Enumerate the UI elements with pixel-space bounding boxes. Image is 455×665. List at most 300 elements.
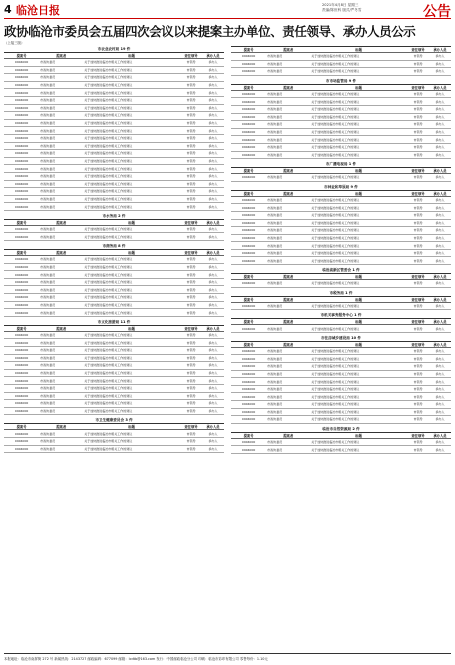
proposal-group (4, 319, 224, 416)
group-title: 市税务局 1 件 (329, 290, 353, 295)
column-header: 提案号 (4, 250, 39, 256)
cell-number: 0904000 (4, 188, 39, 196)
cell-number: 0904000 (4, 59, 39, 67)
cell-topic: 关于加快推进临沧市相关工作的建议 (83, 309, 180, 317)
cell-leader: 市领导 (180, 263, 202, 271)
cell-topic: 关于加快推进临沧市相关工作的建议 (83, 203, 180, 211)
cell-number: 0904000 (4, 180, 39, 188)
proposal-group (4, 213, 224, 241)
cell-handler: 承办人 (202, 369, 224, 377)
group-title: 市卫生健康委员会 3 件 (95, 418, 133, 423)
proposal-table (231, 167, 451, 182)
column-header: 责任领导 (407, 319, 429, 325)
table-row (4, 256, 224, 264)
cell-number: 0904000 (231, 143, 266, 151)
cell-handler: 承办人 (429, 128, 451, 136)
cell-number: 0904000 (231, 370, 266, 378)
table-row (231, 219, 451, 227)
cell-topic: 关于加快推进临沧市相关工作的建议 (310, 121, 407, 129)
table-row (231, 204, 451, 212)
cell-leader: 市领导 (180, 89, 202, 97)
cell-topic: 关于加快推进临沧市相关工作的建议 (83, 369, 180, 377)
table-row (4, 301, 224, 309)
table-row (231, 174, 451, 182)
column-header: 责任领导 (407, 84, 429, 90)
cell-leader: 市领导 (407, 393, 429, 401)
cell-number: 0904000 (231, 378, 266, 386)
cell-proposer: 市政协委员 (39, 309, 83, 317)
cell-number: 0904000 (231, 90, 266, 98)
cell-topic: 关于加快推进临沧市相关工作的建议 (83, 339, 180, 347)
cell-leader: 市领导 (180, 256, 202, 264)
cell-handler: 承办人 (202, 203, 224, 211)
cell-handler: 承办人 (429, 355, 451, 363)
cell-leader: 市领导 (407, 219, 429, 227)
table-row (231, 401, 451, 409)
cell-topic: 关于加快推进临沧市相关工作的建议 (310, 211, 407, 219)
cell-proposer: 市政协委员 (39, 119, 83, 127)
page-number: 4 (4, 3, 12, 16)
cell-proposer: 市政协委员 (266, 60, 310, 68)
cell-handler: 承办人 (202, 180, 224, 188)
cell-leader: 市领导 (407, 98, 429, 106)
cell-leader: 市领导 (180, 134, 202, 142)
group-title: 市水务局 2 件 (102, 213, 126, 218)
cell-proposer: 市政协委员 (266, 249, 310, 257)
table-row (4, 437, 224, 445)
table-row (231, 90, 451, 98)
table-row (231, 385, 451, 393)
cell-topic: 关于加快推进临沧市相关工作的建议 (83, 142, 180, 150)
cell-topic: 关于加快推进临沧市相关工作的建议 (83, 354, 180, 362)
column-header: 提案号 (231, 168, 266, 174)
cell-number: 0904000 (4, 203, 39, 211)
cell-proposer: 市政协委员 (39, 278, 83, 286)
cell-leader: 市领导 (407, 174, 429, 182)
table-row (4, 104, 224, 112)
cell-leader: 市领导 (180, 339, 202, 347)
cell-handler: 承办人 (429, 113, 451, 121)
column-header: 标题 (83, 250, 180, 256)
cell-number: 0904000 (4, 96, 39, 104)
cell-proposer: 市政协委员 (39, 134, 83, 142)
cell-leader: 市领导 (180, 66, 202, 74)
cell-number: 0904000 (4, 437, 39, 445)
cell-number: 0904000 (231, 136, 266, 144)
cell-handler: 承办人 (202, 127, 224, 135)
cell-proposer: 市政协委员 (266, 363, 310, 371)
cell-number: 0904000 (231, 363, 266, 371)
table-row (231, 242, 451, 250)
cell-proposer: 市政协委员 (266, 128, 310, 136)
table-row (4, 384, 224, 392)
cell-number: 0904000 (4, 157, 39, 165)
cell-topic: 关于加快推进临沧市相关工作的建议 (310, 174, 407, 182)
cell-topic: 关于加快推进临沧市相关工作的建议 (83, 225, 180, 233)
cell-proposer: 市政协委员 (266, 143, 310, 151)
cell-topic: 关于加快推进临沧市相关工作的建议 (83, 134, 180, 142)
table-row (4, 430, 224, 438)
column-header: 提案者 (39, 325, 83, 331)
column-header: 标题 (83, 424, 180, 430)
proposal-table (231, 46, 451, 76)
cell-proposer: 市政协委员 (266, 174, 310, 182)
cell-topic: 关于加快推进临沧市相关工作的建议 (310, 151, 407, 159)
cell-handler: 承办人 (429, 242, 451, 250)
column-header: 责任领导 (407, 190, 429, 196)
cell-proposer: 市政协委员 (39, 331, 83, 339)
cell-proposer: 市政协委员 (266, 211, 310, 219)
cell-topic: 关于加快推进临沧市相关工作的建议 (310, 302, 407, 310)
cell-proposer: 市政协委员 (39, 377, 83, 385)
cell-topic: 关于加快推进临沧市相关工作的建议 (83, 256, 180, 264)
cell-proposer: 市政协委员 (39, 96, 83, 104)
cell-proposer: 市政协委员 (266, 121, 310, 129)
column-header: 责任领导 (407, 47, 429, 53)
cell-number: 0904000 (231, 68, 266, 76)
cell-number: 0904000 (231, 121, 266, 129)
cell-leader: 市领导 (407, 302, 429, 310)
column-header: 提案者 (39, 53, 83, 59)
cell-handler: 承办人 (202, 347, 224, 355)
cell-handler: 承办人 (429, 385, 451, 393)
column-header: 提案号 (4, 424, 39, 430)
column-header: 承办人员 (429, 47, 451, 53)
cell-topic: 关于加快推进临沧市相关工作的建议 (83, 400, 180, 408)
cell-leader: 市领导 (180, 150, 202, 158)
cell-number: 0904000 (231, 393, 266, 401)
cell-proposer: 市政协委员 (266, 227, 310, 235)
cell-handler: 承办人 (202, 301, 224, 309)
column-header: 提案者 (266, 274, 310, 280)
cell-number: 0904000 (4, 66, 39, 74)
column-header: 提案者 (39, 424, 83, 430)
cell-leader: 市领导 (180, 437, 202, 445)
cell-number: 0904000 (4, 331, 39, 339)
cell-handler: 承办人 (429, 378, 451, 386)
cell-leader: 市领导 (407, 370, 429, 378)
table-row (4, 400, 224, 408)
column-header: 标题 (310, 47, 407, 53)
table-row (4, 134, 224, 142)
column-header: 提案者 (266, 47, 310, 53)
table-row (4, 195, 224, 203)
cell-leader: 市领导 (407, 385, 429, 393)
table-row (231, 151, 451, 159)
table-row (231, 128, 451, 136)
table-row (4, 271, 224, 279)
cell-number: 0904000 (231, 234, 266, 242)
cell-topic: 关于加快推进临沧市相关工作的建议 (310, 378, 407, 386)
table-row (4, 362, 224, 370)
cell-topic: 关于加快推进临沧市相关工作的建议 (83, 437, 180, 445)
cell-topic: 关于加快推进临沧市相关工作的建议 (310, 90, 407, 98)
column-header: 承办人员 (429, 432, 451, 438)
cell-handler: 承办人 (202, 165, 224, 173)
cell-proposer: 市政协委员 (266, 355, 310, 363)
proposal-group (231, 78, 451, 159)
column-header: 标题 (83, 325, 180, 331)
cell-topic: 关于加快推进临沧市相关工作的建议 (310, 219, 407, 227)
cell-leader: 市领导 (407, 438, 429, 446)
cell-leader: 市领导 (180, 400, 202, 408)
table-row (4, 127, 224, 135)
cell-topic: 关于加快推进临沧市相关工作的建议 (310, 227, 407, 235)
cell-leader: 市领导 (180, 233, 202, 241)
section-name: 公告 (423, 4, 451, 20)
proposal-table (4, 249, 224, 317)
cell-topic: 关于加快推进临沧市相关工作的建议 (310, 60, 407, 68)
table-row (4, 331, 224, 339)
cell-topic: 关于加快推进临沧市相关工作的建议 (83, 81, 180, 89)
cell-number: 0904000 (231, 242, 266, 250)
cell-proposer: 市政协委员 (39, 203, 83, 211)
cell-topic: 关于加快推进临沧市相关工作的建议 (310, 105, 407, 113)
cell-leader: 市领导 (180, 142, 202, 150)
cell-topic: 关于加快推进临沧市相关工作的建议 (310, 438, 407, 446)
cell-leader: 市领导 (407, 378, 429, 386)
cell-handler: 承办人 (429, 302, 451, 310)
cell-topic: 关于加快推进临沧市相关工作的建议 (310, 98, 407, 106)
cell-topic: 关于加快推进临沧市相关工作的建议 (310, 68, 407, 76)
table-row (4, 112, 224, 120)
cell-topic: 关于加快推进临沧市相关工作的建议 (83, 331, 180, 339)
cell-topic: 关于加快推进临沧市相关工作的建议 (83, 271, 180, 279)
cell-handler: 承办人 (202, 309, 224, 317)
cell-leader: 市领导 (407, 347, 429, 355)
cell-proposer: 市政协委员 (39, 195, 83, 203)
cell-leader: 市领导 (407, 196, 429, 204)
cell-topic: 关于加快推进临沧市相关工作的建议 (83, 347, 180, 355)
cell-handler: 承办人 (202, 233, 224, 241)
cell-topic: 关于加快推进临沧市相关工作的建议 (83, 104, 180, 112)
cell-leader: 市领导 (407, 204, 429, 212)
cell-proposer: 市政协委员 (266, 257, 310, 265)
cell-topic: 关于加快推进临沧市相关工作的建议 (310, 446, 407, 454)
cell-leader: 市领导 (407, 121, 429, 129)
cell-leader: 市领导 (180, 165, 202, 173)
cell-handler: 承办人 (202, 172, 224, 180)
continued-note: （上接三版） (4, 41, 25, 45)
cell-topic: 关于加快推进临沧市相关工作的建议 (83, 165, 180, 173)
table-row (4, 172, 224, 180)
cell-proposer: 市政协委员 (39, 301, 83, 309)
cell-number: 0904000 (4, 339, 39, 347)
cell-number: 0904000 (4, 347, 39, 355)
column-header: 提案号 (231, 190, 266, 196)
cell-number: 0904000 (4, 119, 39, 127)
column-header: 提案者 (266, 319, 310, 325)
cell-handler: 承办人 (202, 437, 224, 445)
group-title: 市林业和草原局 9 件 (324, 184, 358, 189)
cell-handler: 承办人 (202, 392, 224, 400)
cell-proposer: 市政协委员 (266, 98, 310, 106)
proposal-table (231, 273, 451, 288)
editor-credit: 责编/陈世科 版式/严冬雪 (322, 7, 362, 12)
cell-proposer: 市政协委员 (39, 127, 83, 135)
cell-handler: 承办人 (429, 211, 451, 219)
cell-handler: 承办人 (202, 81, 224, 89)
table-row (231, 280, 451, 288)
column-header: 责任领导 (407, 168, 429, 174)
cell-leader: 市领导 (180, 301, 202, 309)
proposal-group (231, 267, 451, 288)
cell-proposer: 市政协委员 (266, 446, 310, 454)
cell-proposer: 市政协委员 (39, 59, 83, 67)
cell-number: 0904000 (4, 294, 39, 302)
cell-leader: 市领导 (180, 407, 202, 415)
table-row (4, 89, 224, 97)
cell-number: 0904000 (231, 211, 266, 219)
column-header: 标题 (310, 190, 407, 196)
cell-proposer: 市政协委员 (39, 150, 83, 158)
cell-leader: 市领导 (407, 416, 429, 424)
cell-topic: 关于加快推进临沧市相关工作的建议 (83, 384, 180, 392)
column-header: 提案号 (4, 219, 39, 225)
cell-number: 0904000 (4, 301, 39, 309)
proposal-group (4, 243, 224, 317)
cell-leader: 市领导 (180, 104, 202, 112)
cell-number: 0904000 (231, 347, 266, 355)
group-title: 市住房城乡建设局 10 件 (321, 335, 361, 340)
table-row (4, 157, 224, 165)
cell-handler: 承办人 (429, 249, 451, 257)
cell-number: 0904000 (4, 377, 39, 385)
cell-leader: 市领导 (180, 74, 202, 82)
cell-leader: 市领导 (407, 401, 429, 409)
table-row (231, 416, 451, 424)
cell-proposer: 市政协委员 (39, 180, 83, 188)
cell-handler: 承办人 (202, 278, 224, 286)
cell-handler: 承办人 (429, 401, 451, 409)
cell-handler: 承办人 (429, 196, 451, 204)
cell-proposer: 市政协委员 (39, 430, 83, 438)
table-row (231, 325, 451, 333)
cell-leader: 市领导 (180, 286, 202, 294)
cell-handler: 承办人 (202, 407, 224, 415)
cell-number: 0904000 (231, 385, 266, 393)
cell-proposer: 市政协委员 (266, 385, 310, 393)
cell-handler: 承办人 (429, 204, 451, 212)
column-header: 承办人员 (429, 341, 451, 347)
cell-leader: 市领导 (180, 392, 202, 400)
table-row (231, 363, 451, 371)
column-header: 提案者 (266, 190, 310, 196)
cell-leader: 市领导 (180, 157, 202, 165)
cell-handler: 承办人 (429, 143, 451, 151)
cell-number: 0904000 (231, 280, 266, 288)
cell-leader: 市领导 (180, 309, 202, 317)
cell-handler: 承办人 (429, 325, 451, 333)
cell-number: 0904000 (4, 225, 39, 233)
cell-proposer: 市政协委员 (266, 113, 310, 121)
table-row (231, 143, 451, 151)
cell-number: 0904000 (231, 174, 266, 182)
cell-leader: 市领导 (180, 119, 202, 127)
masthead (4, 2, 451, 19)
table-row (4, 188, 224, 196)
cell-proposer: 市政协委员 (39, 233, 83, 241)
cell-handler: 承办人 (202, 256, 224, 264)
cell-handler: 承办人 (429, 105, 451, 113)
cell-number: 0904000 (231, 401, 266, 409)
cell-number: 0904000 (4, 74, 39, 82)
table-row (4, 339, 224, 347)
cell-topic: 关于加快推进临沧市相关工作的建议 (83, 362, 180, 370)
cell-number: 0904000 (4, 172, 39, 180)
cell-topic: 关于加快推进临沧市相关工作的建议 (310, 204, 407, 212)
cell-proposer: 市政协委员 (39, 89, 83, 97)
cell-topic: 关于加快推进临沧市相关工作的建议 (83, 74, 180, 82)
cell-number: 0904000 (231, 408, 266, 416)
cell-topic: 关于加快推进临沧市相关工作的建议 (83, 180, 180, 188)
cell-number: 0904000 (231, 325, 266, 333)
table-row (231, 60, 451, 68)
cell-proposer: 市政协委员 (39, 407, 83, 415)
table-row (4, 180, 224, 188)
cell-proposer: 市政协委员 (266, 280, 310, 288)
cell-handler: 承办人 (202, 89, 224, 97)
column-header: 责任领导 (180, 219, 202, 225)
cell-leader: 市领导 (180, 271, 202, 279)
cell-number: 0904000 (231, 151, 266, 159)
cell-handler: 承办人 (429, 257, 451, 265)
column-header: 承办人员 (429, 84, 451, 90)
issue-info (322, 3, 400, 12)
cell-proposer: 市政协委员 (39, 165, 83, 173)
cell-proposer: 市政协委员 (39, 157, 83, 165)
cell-handler: 承办人 (429, 121, 451, 129)
table-row (4, 119, 224, 127)
column-header: 提案者 (266, 432, 310, 438)
cell-leader: 市领导 (180, 180, 202, 188)
table-row (231, 227, 451, 235)
cell-proposer: 市政协委员 (39, 384, 83, 392)
column-header: 承办人员 (429, 319, 451, 325)
cell-topic: 关于加快推进临沧市相关工作的建议 (83, 195, 180, 203)
cell-handler: 承办人 (202, 66, 224, 74)
table-row (231, 98, 451, 106)
cell-handler: 承办人 (429, 438, 451, 446)
cell-proposer: 市政协委员 (39, 104, 83, 112)
table-row (4, 309, 224, 317)
cell-proposer: 市政协委员 (39, 286, 83, 294)
cell-handler: 承办人 (202, 331, 224, 339)
table-row (4, 225, 224, 233)
cell-number: 0904000 (4, 81, 39, 89)
cell-topic: 关于加快推进临沧市相关工作的建议 (310, 143, 407, 151)
column-header: 责任领导 (407, 296, 429, 302)
cell-leader: 市领导 (180, 172, 202, 180)
cell-leader: 市领导 (407, 105, 429, 113)
cell-number: 0904000 (231, 416, 266, 424)
cell-leader: 市领导 (407, 446, 429, 454)
cell-topic: 关于加快推进临沧市相关工作的建议 (310, 385, 407, 393)
column-header: 责任领导 (407, 341, 429, 347)
cell-handler: 承办人 (202, 286, 224, 294)
cell-number: 0904000 (231, 60, 266, 68)
cell-topic: 关于加快推进临沧市相关工作的建议 (83, 89, 180, 97)
cell-topic: 关于加快推进临沧市相关工作的建议 (83, 430, 180, 438)
table-row (4, 74, 224, 82)
cell-proposer: 市政协委员 (39, 225, 83, 233)
cell-leader: 市领导 (407, 68, 429, 76)
table-row (231, 136, 451, 144)
footer: 本报地址：临沧市南屏街 272 号 新闻热线：2143727 邮政编码：677099 邮箱：lcdtb@163.com 发行：中国邮政临沧分公司 印刷：临沧市彩印有限公司 零售每份：1.10元 (4, 653, 451, 661)
cell-handler: 承办人 (429, 280, 451, 288)
cell-topic: 关于加快推进临沧市相关工作的建议 (83, 407, 180, 415)
cell-proposer: 市政协委员 (39, 271, 83, 279)
